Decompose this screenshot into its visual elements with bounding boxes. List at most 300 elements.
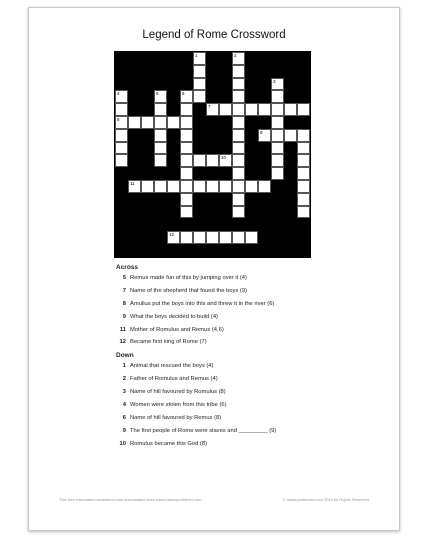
grid-cell-blocked — [141, 90, 154, 103]
across-heading: Across — [116, 264, 139, 271]
grid-cell-blocked — [141, 142, 154, 155]
grid-cell-open[interactable] — [128, 180, 141, 193]
clue-number: 2 — [234, 53, 237, 58]
grid-cell-open[interactable] — [219, 154, 232, 167]
grid-cell-open[interactable] — [193, 90, 206, 103]
grid-cell-open[interactable] — [128, 116, 141, 129]
grid-cell-open[interactable] — [154, 180, 167, 193]
grid-cell-open[interactable] — [141, 180, 154, 193]
clue-number: 4 — [117, 91, 120, 97]
grid-cell-open[interactable] — [115, 129, 128, 142]
across-clue — [116, 288, 386, 295]
grid-cell-blocked — [115, 52, 128, 65]
grid-cell-blocked — [167, 65, 180, 78]
grid-cell-blocked — [167, 103, 180, 116]
grid-cell-blocked — [141, 218, 154, 231]
down-clue — [116, 415, 386, 422]
grid-cell-open[interactable] — [154, 116, 167, 129]
grid-cell-blocked — [141, 231, 154, 244]
clue-number: 2 — [122, 376, 126, 383]
grid-cell-open[interactable] — [180, 116, 193, 129]
grid-cell-blocked — [297, 90, 310, 103]
grid-cell-blocked — [258, 193, 271, 206]
grid-cell-open[interactable] — [271, 142, 284, 155]
grid-cell-blocked — [193, 142, 206, 155]
grid-cell-blocked — [167, 218, 180, 231]
grid-cell-blocked — [245, 129, 258, 142]
grid-cell-blocked — [128, 52, 141, 65]
grid-cell-blocked — [128, 78, 141, 91]
page-footer — [59, 497, 369, 502]
clue-number: 9 — [122, 427, 126, 434]
grid-cell-open[interactable] — [297, 193, 310, 206]
down-clue — [116, 402, 386, 409]
grid-cell-blocked — [154, 231, 167, 244]
grid-cell-open[interactable] — [154, 90, 167, 103]
grid-cell-blocked — [284, 244, 297, 257]
grid-cell-blocked — [154, 244, 167, 257]
grid-cell-open[interactable] — [271, 103, 284, 116]
grid-cell-open[interactable] — [271, 154, 284, 167]
grid-cell-blocked — [128, 167, 141, 180]
grid-cell-blocked — [154, 206, 167, 219]
grid-cell-blocked — [245, 206, 258, 219]
grid-cell-open[interactable] — [154, 154, 167, 167]
grid-cell-blocked — [128, 244, 141, 257]
grid-cell-open[interactable] — [167, 180, 180, 193]
grid-cell-open[interactable] — [154, 129, 167, 142]
grid-cell-blocked — [193, 129, 206, 142]
grid-cell-blocked — [141, 154, 154, 167]
grid-cell-open[interactable] — [232, 206, 245, 219]
grid-cell-blocked — [115, 218, 128, 231]
grid-cell-blocked — [115, 180, 128, 193]
down-clues — [116, 363, 386, 447]
grid-cell-open[interactable] — [232, 78, 245, 91]
grid-cell-blocked — [219, 90, 232, 103]
grid-cell-blocked — [206, 206, 219, 219]
down-clue — [116, 428, 386, 435]
grid-cell-blocked — [128, 65, 141, 78]
grid-cell-blocked — [128, 142, 141, 155]
grid-cell-open[interactable] — [258, 180, 271, 193]
down-clue — [116, 363, 386, 370]
grid-cell-open[interactable] — [167, 116, 180, 129]
grid-cell-blocked — [115, 78, 128, 91]
down-clue — [116, 389, 386, 396]
down-clue — [116, 441, 386, 448]
grid-cell-blocked — [115, 206, 128, 219]
grid-cell-open[interactable] — [232, 193, 245, 206]
worksheet-page — [28, 7, 400, 531]
grid-cell-blocked — [193, 167, 206, 180]
grid-cell-blocked — [128, 129, 141, 142]
grid-cell-blocked — [180, 65, 193, 78]
grid-cell-open[interactable] — [297, 103, 310, 116]
grid-cell-open[interactable] — [232, 142, 245, 155]
across-clue — [116, 275, 386, 282]
grid-cell-blocked — [284, 78, 297, 91]
grid-cell-open[interactable] — [115, 154, 128, 167]
down-heading: Down — [116, 352, 134, 360]
grid-cell-open[interactable] — [180, 167, 193, 180]
grid-cell-blocked — [154, 65, 167, 78]
grid-cell-blocked — [154, 78, 167, 91]
grid-cell-blocked — [193, 116, 206, 129]
grid-cell-open[interactable] — [258, 103, 271, 116]
grid-cell-blocked — [297, 244, 310, 257]
grid-cell-blocked — [115, 65, 128, 78]
grid-cell-open[interactable] — [206, 154, 219, 167]
grid-cell-blocked — [271, 52, 284, 65]
clue-number: 6 — [182, 91, 185, 97]
grid-cell-blocked — [141, 129, 154, 142]
grid-cell-blocked — [219, 206, 232, 219]
grid-cell-blocked — [245, 154, 258, 167]
grid-cell-blocked — [297, 78, 310, 91]
grid-cell-blocked — [284, 167, 297, 180]
grid-cell-open[interactable] — [271, 129, 284, 142]
grid-cell-blocked — [206, 142, 219, 155]
grid-cell-blocked — [219, 167, 232, 180]
clue-number: 3 — [122, 389, 126, 396]
grid-cell-blocked — [297, 65, 310, 78]
across-clue — [116, 314, 386, 321]
grid-cell-open[interactable] — [180, 193, 193, 206]
grid-cell-blocked — [193, 103, 206, 116]
clue-number: 10 — [221, 155, 227, 161]
clue-text: Women were stolen from this tribe (6) — [130, 402, 227, 409]
clue-text: What the boys decided to build (4) — [130, 313, 218, 320]
across-clue — [116, 339, 386, 346]
clue-text: Romulus became this God (8) — [130, 440, 208, 447]
grid-cell-blocked — [128, 103, 141, 116]
grid-cell-blocked — [128, 218, 141, 231]
grid-cell-open[interactable] — [141, 116, 154, 129]
down-clue — [116, 376, 386, 383]
grid-cell-blocked — [167, 167, 180, 180]
grid-cell-open[interactable] — [180, 142, 193, 155]
grid-cell-blocked — [258, 244, 271, 257]
grid-cell-blocked — [115, 244, 128, 257]
grid-cell-open[interactable] — [232, 129, 245, 142]
grid-cell-blocked — [154, 218, 167, 231]
grid-cell-open[interactable] — [219, 180, 232, 193]
grid-cell-open[interactable] — [271, 167, 284, 180]
grid-cell-blocked — [245, 116, 258, 129]
grid-cell-blocked — [115, 167, 128, 180]
grid-cell-blocked — [206, 193, 219, 206]
grid-cell-open[interactable] — [193, 231, 206, 244]
grid-cell-blocked — [180, 78, 193, 91]
grid-cell-open[interactable] — [180, 103, 193, 116]
grid-cell-blocked — [206, 65, 219, 78]
clue-number: 3 — [273, 78, 276, 84]
grid-cell-blocked — [245, 78, 258, 91]
grid-cell-blocked — [258, 65, 271, 78]
grid-cell-blocked — [219, 78, 232, 91]
grid-cell-blocked — [193, 193, 206, 206]
clue-text: Animal that rescued the boys (4) — [130, 363, 214, 370]
grid-cell-blocked — [128, 231, 141, 244]
grid-cell-blocked — [258, 142, 271, 155]
clue-number: 8 — [122, 300, 126, 307]
grid-cell-blocked — [219, 129, 232, 142]
clue-number: 10 — [119, 440, 126, 447]
grid-cell-open[interactable] — [206, 180, 219, 193]
grid-cell-open[interactable] — [115, 90, 128, 103]
grid-cell-blocked — [245, 65, 258, 78]
across-clues — [116, 275, 386, 346]
grid-cell-blocked — [271, 218, 284, 231]
grid-cell-open[interactable] — [271, 78, 284, 91]
clue-number: 9 — [260, 129, 263, 135]
grid-cell-blocked — [219, 52, 232, 65]
grid-cell-blocked — [115, 193, 128, 206]
grid-cell-open[interactable] — [232, 167, 245, 180]
grid-cell-blocked — [154, 193, 167, 206]
grid-cell-blocked — [167, 52, 180, 65]
grid-cell-open[interactable] — [245, 103, 258, 116]
grid-cell-blocked — [297, 231, 310, 244]
grid-cell-open[interactable] — [232, 103, 245, 116]
grid-cell-blocked — [284, 206, 297, 219]
clue-number: 4 — [122, 402, 126, 409]
grid-cell-open[interactable] — [297, 167, 310, 180]
grid-cell-open[interactable] — [258, 129, 271, 142]
clue-number: 5 — [122, 275, 126, 281]
grid-cell-blocked — [271, 231, 284, 244]
grid-cell-open[interactable] — [115, 116, 128, 129]
grid-cell-blocked — [284, 180, 297, 193]
grid-cell-blocked — [284, 65, 297, 78]
grid-cell-blocked — [206, 116, 219, 129]
clue-text: Mother of Romulus and Remus (4,6) — [130, 326, 224, 333]
grid-cell-blocked — [258, 206, 271, 219]
grid-cell-blocked — [284, 154, 297, 167]
grid-cell-blocked — [206, 244, 219, 257]
grid-cell-blocked — [245, 167, 258, 180]
grid-cell-blocked — [193, 206, 206, 219]
clue-number: 9 — [122, 313, 126, 320]
grid-cell-blocked — [245, 90, 258, 103]
grid-cell-blocked — [284, 193, 297, 206]
grid-cell-blocked — [167, 244, 180, 257]
grid-cell-blocked — [271, 180, 284, 193]
grid-cell-blocked — [206, 129, 219, 142]
grid-cell-open[interactable] — [284, 103, 297, 116]
grid-cell-blocked — [206, 218, 219, 231]
grid-cell-blocked — [167, 78, 180, 91]
grid-cell-open[interactable] — [180, 206, 193, 219]
grid-cell-blocked — [219, 244, 232, 257]
grid-cell-blocked — [219, 218, 232, 231]
grid-cell-blocked — [219, 116, 232, 129]
grid-cell-blocked — [245, 244, 258, 257]
grid-cell-open[interactable] — [180, 180, 193, 193]
grid-cell-blocked — [206, 78, 219, 91]
grid-cell-open[interactable] — [232, 231, 245, 244]
grid-cell-blocked — [180, 218, 193, 231]
grid-cell-open[interactable] — [232, 65, 245, 78]
clue-text: Amulius put the boys into this and threw it in the river (6) — [130, 300, 275, 307]
grid-cell-blocked — [141, 193, 154, 206]
grid-cell-open[interactable] — [271, 116, 284, 129]
grid-cell-blocked — [297, 218, 310, 231]
grid-cell-blocked — [141, 65, 154, 78]
grid-cell-blocked — [297, 116, 310, 129]
grid-cell-blocked — [245, 52, 258, 65]
grid-cell-open[interactable] — [232, 52, 245, 65]
grid-cell-blocked — [271, 244, 284, 257]
clue-text: Became first king of Rome (7) — [130, 339, 207, 346]
footer-copyright: © historyonthenet.com 2013 All Rights Reserved — [282, 497, 369, 502]
grid-cell-open[interactable] — [284, 129, 297, 142]
clue-text: Name of the shepherd that found the boys (9) — [130, 287, 247, 294]
grid-cell-blocked — [167, 90, 180, 103]
clue-number: 12 — [169, 232, 175, 238]
grid-cell-open[interactable] — [232, 116, 245, 129]
grid-cell-open[interactable] — [180, 90, 193, 103]
grid-cell-blocked — [258, 231, 271, 244]
grid-cell-open[interactable] — [297, 142, 310, 155]
clue-number: 5 — [156, 91, 159, 97]
grid-cell-open[interactable] — [167, 231, 180, 244]
grid-cell-blocked — [180, 244, 193, 257]
clue-text: Name of hill favoured by Remus (8) — [130, 414, 222, 421]
clue-text: Father of Romulus and Remus (4) — [130, 376, 218, 383]
grid-cell-blocked — [128, 154, 141, 167]
footer-source: This free information worksheet was downloaded from www.historyonthenet.com — [59, 497, 202, 502]
grid-cell-blocked — [284, 116, 297, 129]
clue-number: 1 — [122, 363, 126, 370]
grid-cell-open[interactable] — [232, 90, 245, 103]
grid-cell-blocked — [141, 52, 154, 65]
grid-cell-blocked — [297, 52, 310, 65]
grid-cell-blocked — [128, 193, 141, 206]
clue-number: 6 — [122, 414, 126, 421]
clues-panel — [116, 259, 386, 454]
grid-cell-open[interactable] — [115, 142, 128, 155]
grid-cell-blocked — [232, 244, 245, 257]
grid-cell-blocked — [232, 218, 245, 231]
grid-cell-blocked — [167, 206, 180, 219]
clue-number: 8 — [117, 116, 120, 122]
grid-cell-blocked — [193, 218, 206, 231]
grid-cell-open[interactable] — [193, 180, 206, 193]
clue-number: 11 — [130, 180, 135, 186]
grid-cell-blocked — [219, 65, 232, 78]
grid-cell-open[interactable] — [180, 231, 193, 244]
grid-cell-blocked — [245, 142, 258, 155]
grid-cell-blocked — [115, 231, 128, 244]
grid-cell-open[interactable] — [206, 231, 219, 244]
grid-cell-blocked — [284, 231, 297, 244]
grid-cell-open[interactable] — [232, 180, 245, 193]
grid-cell-open[interactable] — [193, 154, 206, 167]
grid-cell-open[interactable] — [297, 206, 310, 219]
clue-number: 7 — [208, 104, 211, 110]
clue-text: The first people of Rome were slaves and _________ (9) — [130, 427, 277, 434]
grid-cell-blocked — [128, 90, 141, 103]
grid-cell-open[interactable] — [297, 154, 310, 167]
grid-cell-open[interactable] — [115, 103, 128, 116]
clue-number: 11 — [119, 326, 126, 333]
grid-cell-open[interactable] — [297, 180, 310, 193]
grid-cell-blocked — [167, 193, 180, 206]
grid-cell-open[interactable] — [180, 154, 193, 167]
grid-cell-blocked — [154, 52, 167, 65]
grid-cell-open[interactable] — [193, 65, 206, 78]
across-clue — [116, 327, 386, 334]
grid-cell-blocked — [141, 78, 154, 91]
grid-cell-blocked — [167, 142, 180, 155]
grid-cell-blocked — [258, 218, 271, 231]
grid-cell-blocked — [258, 78, 271, 91]
grid-cell-open[interactable] — [154, 142, 167, 155]
clue-text: Remus made fun of this by jumping over it (4) — [130, 275, 247, 281]
grid-cell-open[interactable] — [180, 129, 193, 142]
grid-cell-blocked — [154, 167, 167, 180]
grid-cell-open[interactable] — [193, 52, 206, 65]
grid-cell-blocked — [284, 90, 297, 103]
grid-cell-blocked — [167, 154, 180, 167]
grid-cell-open[interactable] — [193, 78, 206, 91]
clue-text: Name of hill favoured by Romulus (8) — [130, 389, 226, 396]
grid-cell-blocked — [128, 206, 141, 219]
grid-cell-blocked — [206, 90, 219, 103]
grid-cell-blocked — [141, 244, 154, 257]
grid-cell-blocked — [258, 116, 271, 129]
grid-cell-blocked — [284, 52, 297, 65]
grid-cell-blocked — [258, 90, 271, 103]
grid-cell-open[interactable] — [245, 180, 258, 193]
grid-cell-open[interactable] — [232, 154, 245, 167]
grid-cell-blocked — [180, 52, 193, 65]
grid-cell-open[interactable] — [271, 90, 284, 103]
grid-cell-blocked — [284, 142, 297, 155]
grid-cell-open[interactable] — [219, 103, 232, 116]
grid-cell-blocked — [245, 193, 258, 206]
grid-cell-blocked — [258, 52, 271, 65]
grid-cell-blocked — [219, 142, 232, 155]
grid-cell-open[interactable] — [297, 129, 310, 142]
grid-cell-blocked — [206, 52, 219, 65]
grid-cell-blocked — [271, 65, 284, 78]
grid-cell-blocked — [141, 167, 154, 180]
grid-cell-open[interactable] — [245, 231, 258, 244]
grid-cell-blocked — [245, 218, 258, 231]
clue-number: 7 — [122, 287, 126, 294]
grid-cell-open[interactable] — [219, 231, 232, 244]
grid-cell-blocked — [271, 206, 284, 219]
across-clue — [116, 301, 386, 308]
grid-cell-blocked — [193, 244, 206, 257]
grid-cell-open[interactable] — [154, 103, 167, 116]
grid-cell-open[interactable] — [206, 103, 219, 116]
grid-cell-blocked — [206, 167, 219, 180]
grid-cell-blocked — [219, 193, 232, 206]
grid-cell-blocked — [141, 103, 154, 116]
grid-cell-blocked — [258, 167, 271, 180]
grid-cell-blocked — [271, 193, 284, 206]
grid-cell-blocked — [258, 154, 271, 167]
clue-number: 12 — [119, 339, 126, 346]
grid-cell-blocked — [284, 218, 297, 231]
page-title: Legend of Rome Crossword — [142, 29, 286, 41]
clue-number: 1 — [195, 53, 198, 58]
grid-cell-blocked — [141, 206, 154, 219]
